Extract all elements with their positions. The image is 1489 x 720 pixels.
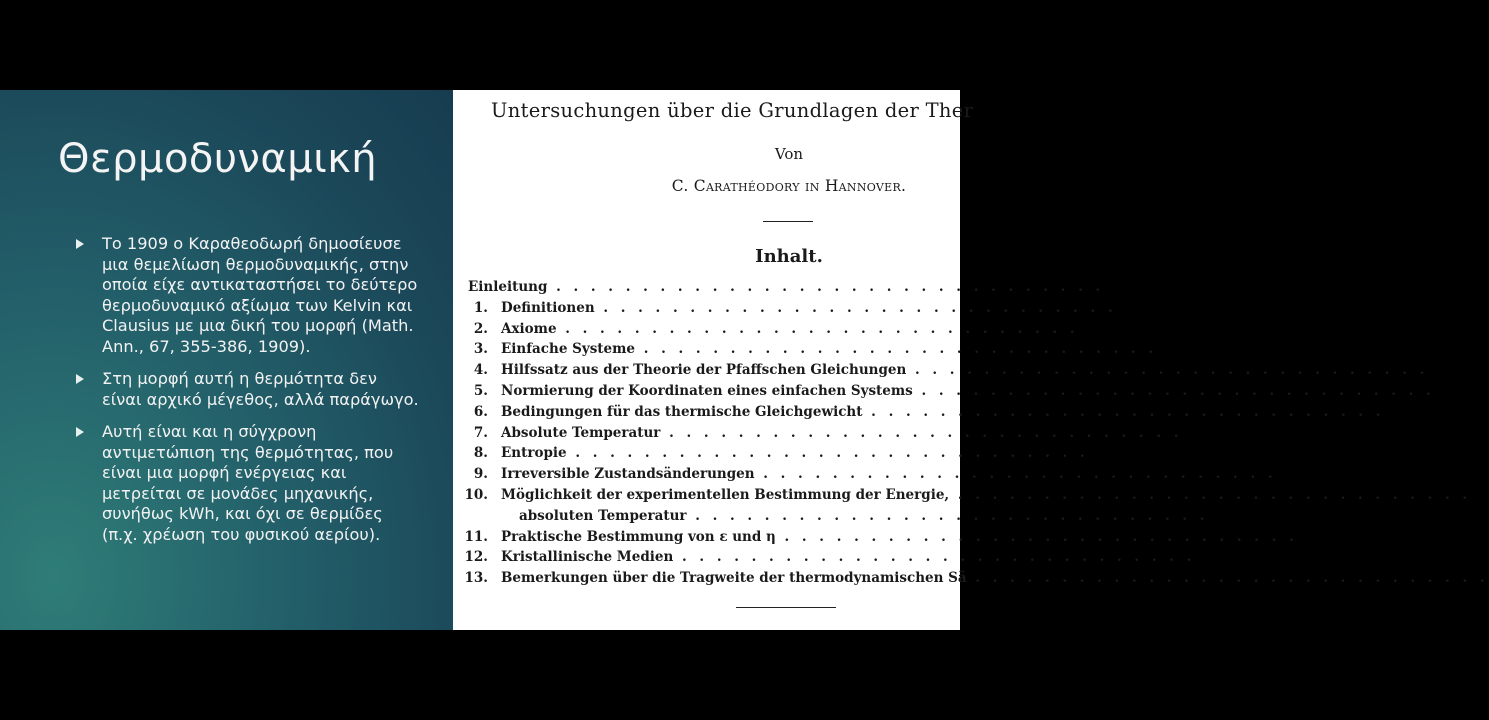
toc-text: Absolute Temperatur . . . . . . . . . . . . . . . . . . . . . . . . . . . . . . [501, 424, 1183, 441]
paper-author: C. Carathéodory in Hannover. [671, 177, 907, 195]
toc-number: 7. [473, 424, 488, 441]
toc-text: Axiome . . . . . . . . . . . . . . . . . . . . . . . . . . . . . . [501, 320, 1079, 337]
paper-scan-image [453, 90, 1489, 630]
slide-title: Θερμοδυναμική [58, 136, 378, 182]
paper-von: Von [774, 145, 804, 163]
toc-text: Bemerkungen über die Tragweite der thermodynamischen Sä . . . . . . . . . . . . . . . . . . . . . . . . . . . . . . [501, 570, 1489, 587]
toc-row [453, 382, 1435, 404]
toc-text: Kristallinische Medien . . . . . . . . . . . . . . . . . . . . . . . . . . . . . . [501, 549, 1196, 566]
toc-text: Bedingungen für das thermische Gleichgewicht . . . . . . . . . . . . . . . . . . . . . . . . . . . . . . [501, 403, 1385, 420]
toc-number: 6. [473, 403, 488, 420]
toc-text: Möglichkeit der experimentellen Bestimmung der Energie, . . . . . . . . . . . . . . . . . . . . . . . . . . . . . . [501, 486, 1472, 503]
toc-row [453, 507, 1209, 529]
toc-intro-row [453, 279, 1105, 300]
toc-number: 12. [464, 549, 488, 566]
toc-row [453, 403, 1385, 425]
toc-row [453, 424, 1183, 446]
toc-row [453, 320, 1079, 342]
toc-text: Praktische Bestimmung von ε und η . . . . . . . . . . . . . . . . . . . . . . . . . . . . . . [501, 528, 1298, 545]
toc-number: 10. [464, 486, 488, 503]
bullet-text: Αυτή είναι και η σύγχρονη αντιμετώπιση της θερμότητας, που είναι μια μορφή ενέργειας και μετρείται σε μονάδες μηχανικής, συνήθως kWh, και όχι σε θερμίδες (π.χ. χρέωση του φυσικού αερίου). [102, 422, 394, 544]
toc-row [453, 445, 1089, 466]
bullet-item [76, 422, 421, 545]
bullet-item [76, 234, 421, 357]
toc-row [453, 466, 1277, 487]
toc-text: Normierung der Koordinaten eines einfachen Systems . . . . . . . . . . . . . . . . . . . . . . . . . . . . . . [501, 382, 1435, 399]
bullet-list [76, 234, 421, 557]
toc-row [453, 486, 1472, 508]
slide [0, 90, 1489, 630]
contents-heading: Inhalt. [755, 246, 823, 267]
toc-number: 9. [473, 466, 488, 483]
toc-number: 8. [473, 445, 488, 462]
toc-number: 2. [473, 320, 488, 337]
triangle-bullet-icon [76, 239, 84, 249]
toc-text: Entropie . . . . . . . . . . . . . . . . . . . . . . . . . . . . . . [501, 445, 1089, 462]
toc-row [453, 528, 1298, 550]
toc-intro-text: Einleitung . . . . . . . . . . . . . . . . . . . . . . . . . . . . . . . . [468, 279, 1105, 295]
triangle-bullet-icon [76, 427, 84, 437]
toc-row [453, 549, 1196, 570]
toc-text: Einfache Systeme . . . . . . . . . . . . . . . . . . . . . . . . . . . . . . [501, 341, 1158, 358]
toc-text: Hilfssatz aus der Theorie der Pfaffschen Gleichungen . . . . . . . . . . . . . . . . . . . . . . . . . . . . . . [501, 362, 1429, 379]
toc-text: Irreversible Zustandsänderungen . . . . . . . . . . . . . . . . . . . . . . . . . . . . . . [501, 466, 1277, 483]
toc-row [453, 299, 1117, 321]
toc-row [453, 570, 1489, 591]
divider-rule [763, 221, 813, 222]
toc-number: 4. [473, 362, 488, 379]
toc-text: absoluten Temperatur . . . . . . . . . . . . . . . . . . . . . . . . . . . . . . [519, 507, 1209, 524]
toc-row [453, 362, 1429, 383]
triangle-bullet-icon [76, 374, 84, 384]
toc-number: 5. [473, 382, 488, 399]
bullet-text: Το 1909 ο Καραθεοδωρή δημοσίευσε μια θεμελίωση θερμοδυναμικής, στην οποία είχε αντικαταστήσει το δεύτερο θερμοδυναμικό αξίωμα των Kelvin και Clausius με μια δική του μορφή (Math. Ann., 67, 355-386, 1909). [102, 234, 418, 356]
toc-number: 13. [464, 570, 488, 587]
toc-text: Definitionen . . . . . . . . . . . . . . . . . . . . . . . . . . . . . . [501, 299, 1117, 316]
toc-number: 3. [473, 341, 488, 358]
bullet-item [76, 369, 421, 410]
bullet-text: Στη μορφή αυτή η θερμότητα δεν είναι αρχικό μέγεθος, αλλά παράγωγο. [102, 369, 419, 409]
paper-title: Untersuchungen über die Grundlagen der Ther [491, 99, 974, 122]
divider-rule [736, 607, 836, 608]
toc-number: 1. [473, 299, 488, 316]
toc-number: 11. [464, 528, 488, 545]
slide-left-panel [0, 90, 453, 630]
toc-row [453, 341, 1158, 362]
table-of-contents [453, 279, 1489, 591]
